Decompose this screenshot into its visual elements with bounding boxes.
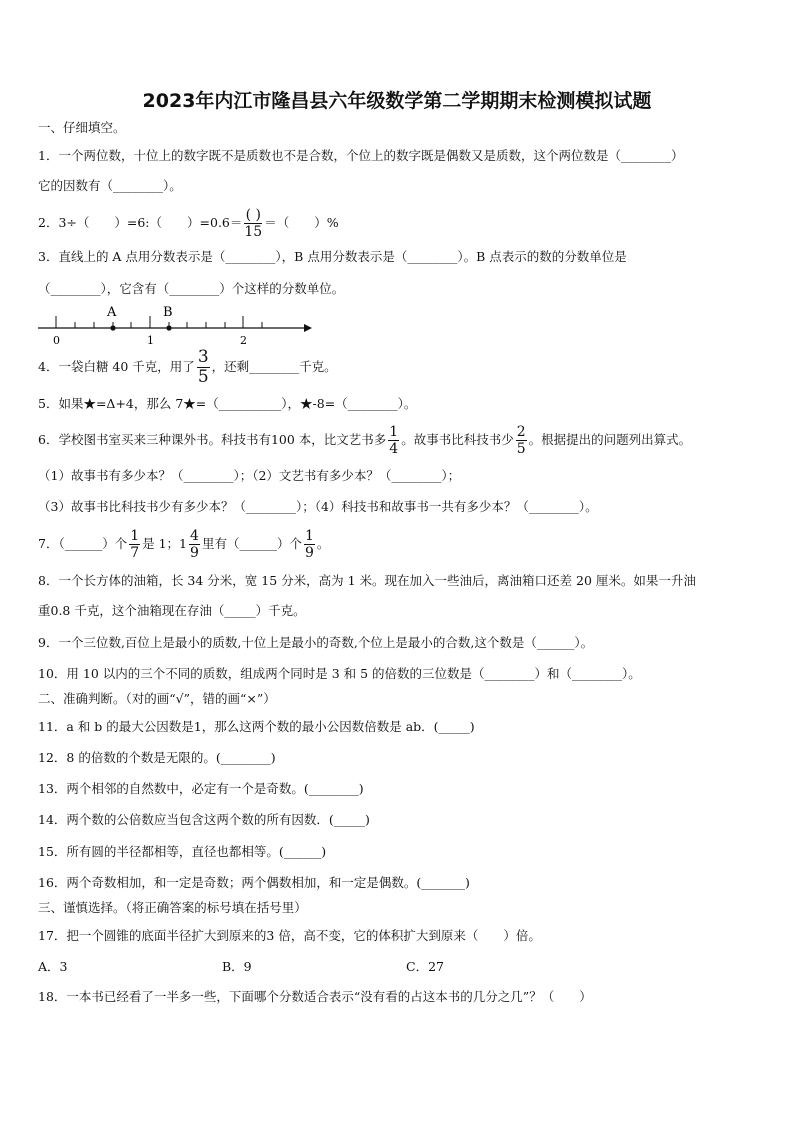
- question-18: 18．一本书已经看了一半多一些，下面哪个分数适合表示“没有看的占这本书的几分之几”？（ ）: [38, 989, 592, 1004]
- question-7-fraction-2: [189, 529, 200, 560]
- question-7: [38, 525, 329, 563]
- question-12: 12．8 的倍数的个数是无限的。(________): [38, 750, 276, 765]
- question-6-text-b: 。故事书比科技书少: [401, 432, 514, 447]
- number-line-figure: [38, 302, 318, 346]
- question-13: 13．两个相邻的自然数中，必定有一个是奇数。(________): [38, 781, 364, 796]
- question-17: 17．把一个圆锥的底面半径扩大到原来的3 倍，高不变，它的体积扩大到原来（ ）倍。: [38, 928, 541, 943]
- fraction-denominator: 9: [190, 545, 199, 561]
- question-7-fraction-3: [304, 529, 315, 560]
- question-6-line-2: （1）故事书有多少本？（________）；（2）文艺书有多少本？（________）；: [38, 468, 461, 483]
- question-2-text-b: ＝（ ）%: [264, 215, 339, 230]
- question-17-option-a: A．3: [38, 959, 68, 974]
- question-6-line-1: [38, 421, 691, 459]
- section-heading-true-false: 二、准确判断。（对的画“√”，错的画“×”）: [38, 691, 276, 706]
- question-7-text-a: 7．（______）个: [38, 536, 128, 551]
- fraction-numerator: 1: [304, 528, 314, 544]
- question-8-line-2: 重0.8 千克，这个油箱现在存油（_____）千克。: [38, 603, 306, 618]
- fraction-numerator: 3: [197, 347, 209, 367]
- question-17-option-c: C．27: [406, 959, 444, 974]
- section-heading-multiple-choice: 三、谨慎选择。（将正确答案的标号填在括号里）: [38, 900, 307, 915]
- question-2: [38, 205, 339, 241]
- fraction-denominator: 4: [389, 441, 399, 457]
- question-3-line-1: 3．直线上的 A 点用分数表示是（________），B 点用分数表示是（________）。B 点表示的数的分数单位是: [38, 249, 627, 264]
- tick-label-1: 1: [147, 334, 154, 346]
- fraction-denominator: 15: [244, 224, 263, 240]
- question-6-line-3: （3）故事书比科技书少有多少本？（________）；（4）科技书和故事书一共有多少本？（________）。: [38, 499, 598, 514]
- fraction-numerator: 1: [389, 424, 399, 440]
- fraction-denominator: 9: [304, 545, 314, 561]
- number-line-ticks: [56, 316, 262, 328]
- question-11: 11．a 和 b 的最大公因数是1，那么这两个数的最小公因数倍数是 ab．(_____): [38, 719, 475, 734]
- question-2-fraction: [244, 208, 262, 239]
- fraction-numerator: ( ): [245, 207, 261, 223]
- question-14: 14．两个数的公倍数应当包含这两个数的所有因数．(_____): [38, 812, 370, 827]
- question-7-fraction-1: [129, 529, 140, 560]
- question-6-fraction-2: [516, 425, 527, 456]
- question-6-text-a: 6．学校图书室买来三种课外书。科技书有100 本，比文艺书多: [38, 432, 387, 447]
- question-2-text-a: 2．3÷（ ）=6:（ ）=0.6＝: [38, 215, 243, 230]
- question-1-line-1: 1．一个两位数，十位上的数字既不是质数也不是合数，个位上的数字既是偶数又是质数，这个两位数是（________）: [38, 148, 684, 163]
- fraction-numerator: 2: [516, 424, 526, 440]
- point-b-marker: [166, 325, 171, 330]
- question-1-line-2: 它的因数有（________）。: [38, 178, 182, 193]
- point-b-label: B: [163, 305, 173, 320]
- question-6-fraction-1: [388, 425, 399, 456]
- section-heading-fill-blanks: 一、仔细填空。: [38, 120, 126, 135]
- tick-label-0: 0: [53, 334, 60, 346]
- question-15: 15．所有圆的半径都相等，直径也都相等。(______): [38, 844, 327, 859]
- page-title: 2023年内江市隆昌县六年级数学第二学期期末检测模拟试题: [142, 90, 652, 112]
- number-line-arrow-icon: [304, 324, 312, 332]
- question-17-option-b: B．9: [222, 959, 252, 974]
- fraction-numerator: 4: [190, 528, 199, 544]
- fraction-denominator: 7: [130, 545, 140, 561]
- question-4-text-a: 4．一袋白糖 40 千克，用了: [38, 359, 195, 374]
- point-a-marker: [110, 325, 115, 330]
- point-a-label: A: [107, 305, 117, 320]
- question-4-text-b: ，还剩________千克。: [211, 359, 337, 374]
- question-8-line-1: 8．一个长方体的油箱，长 34 分米，宽 15 分米，高为 1 米。现在加入一些油后，离油箱口还差 20 厘米。如果一升油: [38, 573, 696, 588]
- question-4-fraction: [197, 349, 210, 386]
- question-7-text-b: 是 1；1: [142, 536, 188, 551]
- question-7-text-c: 里有（______）个: [201, 536, 302, 551]
- question-7-text-e: 。: [316, 536, 330, 551]
- question-5: 5．如果★=Δ+4，那么 7★=（__________），★-8=（________）。: [38, 396, 417, 411]
- question-16: 16．两个奇数相加，和一定是奇数；两个偶数相加，和一定是偶数。(_______): [38, 875, 470, 890]
- question-10: 10．用 10 以内的三个不同的质数，组成两个同时是 3 和 5 的倍数的三位数是（________）和（________）。: [38, 666, 641, 681]
- fraction-denominator: 5: [197, 367, 209, 387]
- fraction-numerator: 1: [130, 528, 140, 544]
- question-4: [38, 348, 337, 386]
- question-3-line-2: （________），它含有（________）个这样的分数单位。: [38, 281, 345, 296]
- fraction-denominator: 5: [516, 441, 526, 457]
- question-9: 9．一个三位数,百位上是最小的质数,十位上是最小的奇数,个位上是最小的合数,这个数是（______）。: [38, 635, 594, 650]
- tick-label-2: 2: [240, 334, 247, 346]
- question-6-text-c: 。根据提出的问题列出算式。: [528, 432, 692, 447]
